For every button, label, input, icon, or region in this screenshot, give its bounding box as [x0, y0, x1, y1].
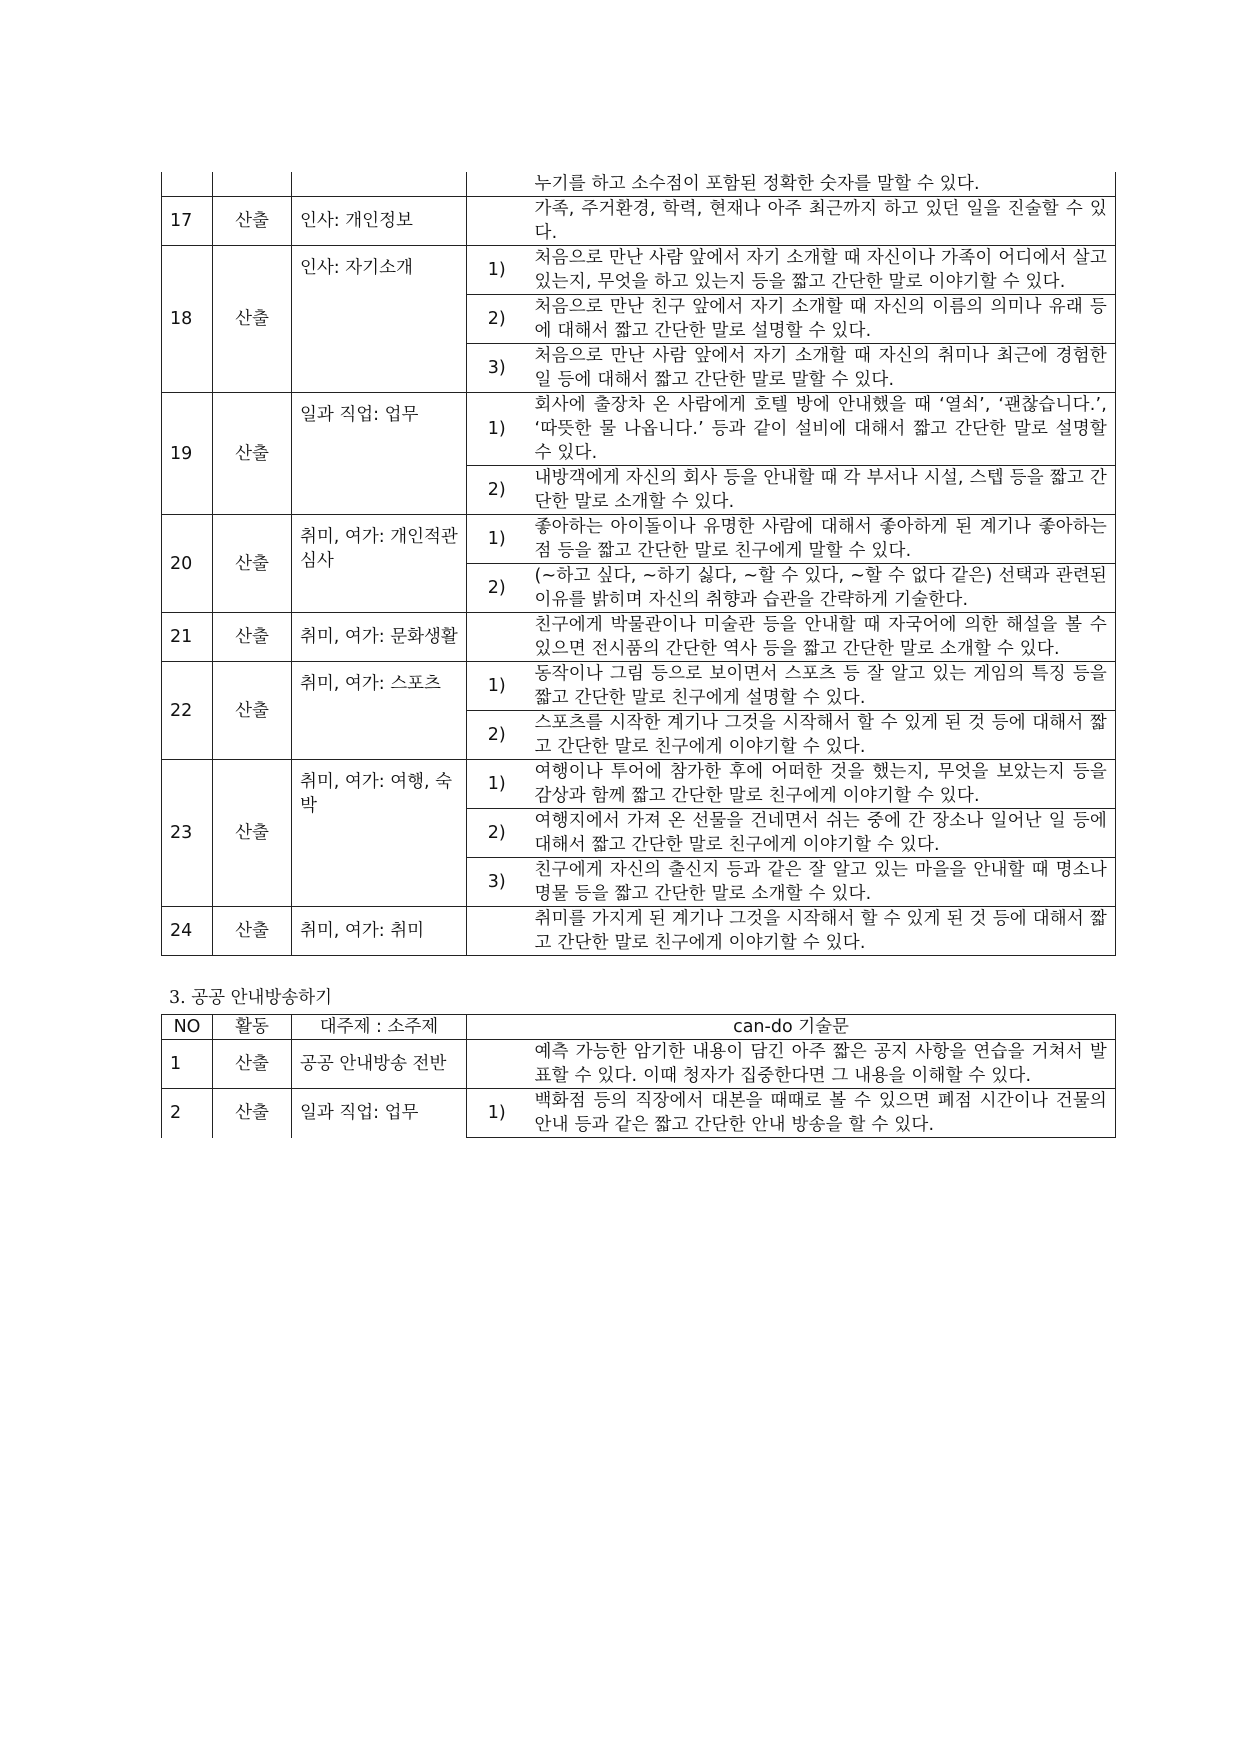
- cell-sub: [467, 197, 527, 246]
- cell-statement: 동작이나 그림 등으로 보이면서 스포츠 등 잘 알고 있는 게임의 특징 등을 짧고 간단한 말로 친구에게 설명할 수 있다.: [527, 662, 1116, 711]
- cando-table-2-body: [162, 172, 1116, 956]
- cell-no: [162, 172, 213, 197]
- header-topic: 대주제 : 소주제: [292, 1015, 467, 1040]
- cell-statement: 처음으로 만난 사람 앞에서 자기 소개할 때 자신의 취미나 최근에 경험한 일 등에 대해서 짧고 간단한 말로 말할 수 있다.: [527, 344, 1116, 393]
- cell-sub: 1): [467, 393, 527, 466]
- cell-sub: 2): [467, 809, 527, 858]
- cell-no: 17: [162, 197, 213, 246]
- header-no: NO: [162, 1015, 213, 1040]
- cell-sub: 2): [467, 295, 527, 344]
- cell-statement: 가족, 주거환경, 학력, 현재나 아주 최근까지 하고 있던 일을 진술할 수 있다.: [527, 197, 1116, 246]
- cell-no: 18: [162, 246, 213, 393]
- cell-activity: 산출: [213, 246, 292, 393]
- table-row: [162, 393, 1116, 466]
- cell-topic: 인사: 자기소개: [292, 246, 467, 393]
- cell-activity: 산출: [213, 760, 292, 907]
- cell-sub: 2): [467, 711, 527, 760]
- table-row: [162, 760, 1116, 809]
- cando-table-3-body: [162, 1015, 1116, 1138]
- cell-topic: 취미, 여가: 여행, 숙박: [292, 760, 467, 907]
- table-row: [162, 172, 1116, 197]
- cell-sub: [467, 1040, 527, 1089]
- cell-statement: 여행이나 투어에 참가한 후에 어떠한 것을 했는지, 무엇을 보았는지 등을 감상과 함께 짧고 간단한 말로 친구에게 이야기할 수 있다.: [527, 760, 1116, 809]
- cell-sub: 2): [467, 466, 527, 515]
- cell-sub: [467, 907, 527, 956]
- cell-sub: 1): [467, 515, 527, 564]
- table-row: [162, 662, 1116, 711]
- cell-activity: 산출: [213, 1040, 292, 1089]
- cell-sub: 3): [467, 858, 527, 907]
- cell-activity: 산출: [213, 907, 292, 956]
- section-title: 3. 공공 안내방송하기: [169, 988, 333, 1008]
- cell-sub: 2): [467, 564, 527, 613]
- cell-statement: 취미를 가지게 된 계기나 그것을 시작해서 할 수 있게 된 것 등에 대해서 짧고 간단한 말로 친구에게 이야기할 수 있다.: [527, 907, 1116, 956]
- header-statement: can-do 기술문: [467, 1015, 1116, 1040]
- cell-statement: 여행지에서 가져 온 선물을 건네면서 쉬는 중에 간 장소나 일어난 일 등에 대해서 짧고 간단한 말로 친구에게 이야기할 수 있다.: [527, 809, 1116, 858]
- table-row: [162, 907, 1116, 956]
- cell-no: 19: [162, 393, 213, 515]
- cando-table-3: [161, 1014, 1116, 1138]
- cell-statement: 좋아하는 아이돌이나 유명한 사람에 대해서 좋아하게 된 계기나 좋아하는 점 등을 짧고 간단한 말로 친구에게 말할 수 있다.: [527, 515, 1116, 564]
- cell-sub: 1): [467, 246, 527, 295]
- header-activity: 활동: [213, 1015, 292, 1040]
- cell-statement: 예측 가능한 암기한 내용이 담긴 아주 짧은 공지 사항을 연습을 거쳐서 발표할 수 있다. 이때 청자가 집중한다면 그 내용을 이해할 수 있다.: [527, 1040, 1116, 1089]
- document-page: [161, 172, 1115, 1138]
- table-header-row: [162, 1015, 1116, 1040]
- cell-topic: 일과 직업: 업무: [292, 1089, 467, 1138]
- cell-topic: 취미, 여가: 개인적관심사: [292, 515, 467, 613]
- cell-activity: 산출: [213, 515, 292, 613]
- cell-no: 23: [162, 760, 213, 907]
- cell-sub: [467, 172, 527, 197]
- cell-no: 2: [162, 1089, 213, 1138]
- cell-statement: 친구에게 자신의 출신지 등과 같은 잘 알고 있는 마을을 안내할 때 명소나 명물 등을 짧고 간단한 말로 소개할 수 있다.: [527, 858, 1116, 907]
- table-row: [162, 1089, 1116, 1138]
- cell-activity: [213, 172, 292, 197]
- cell-statement: 내방객에게 자신의 회사 등을 안내할 때 각 부서나 시설, 스텝 등을 짧고 간단한 말로 소개할 수 있다.: [527, 466, 1116, 515]
- cando-table-2: [161, 172, 1116, 956]
- cell-activity: 산출: [213, 613, 292, 662]
- cell-topic: 취미, 여가: 문화생활: [292, 613, 467, 662]
- cell-statement: 처음으로 만난 사람 앞에서 자기 소개할 때 자신이나 가족이 어디에서 살고 있는지, 무엇을 하고 있는지 등을 짧고 간단한 말로 이야기할 수 있다.: [527, 246, 1116, 295]
- table-row: [162, 613, 1116, 662]
- cell-statement: 누기를 하고 소수점이 포함된 정확한 숫자를 말할 수 있다.: [527, 172, 1116, 197]
- cell-no: 20: [162, 515, 213, 613]
- cell-statement: 친구에게 박물관이나 미술관 등을 안내할 때 자국어에 의한 해설을 볼 수 있으면 전시품의 간단한 역사 등을 짧고 간단한 말로 소개할 수 있다.: [527, 613, 1116, 662]
- cell-topic: 취미, 여가: 스포츠: [292, 662, 467, 760]
- cell-topic: 공공 안내방송 전반: [292, 1040, 467, 1089]
- cell-activity: 산출: [213, 197, 292, 246]
- cell-sub: 1): [467, 1089, 527, 1138]
- cell-statement: 처음으로 만난 친구 앞에서 자기 소개할 때 자신의 이름의 의미나 유래 등에 대해서 짧고 간단한 말로 설명할 수 있다.: [527, 295, 1116, 344]
- cell-topic: 일과 직업: 업무: [292, 393, 467, 515]
- cell-topic: 취미, 여가: 취미: [292, 907, 467, 956]
- cell-topic: 인사: 개인정보: [292, 197, 467, 246]
- cell-activity: 산출: [213, 393, 292, 515]
- cell-sub: 1): [467, 662, 527, 711]
- cell-no: 24: [162, 907, 213, 956]
- cell-no: 22: [162, 662, 213, 760]
- cell-statement: 회사에 출장차 온 사람에게 호텔 방에 안내했을 때 ‘열쇠’, ‘괜찮습니다.’, ‘따뜻한 물 나옵니다.’ 등과 같이 설비에 대해서 짧고 간단한 말로 설명할 수 있다.: [527, 393, 1116, 466]
- table-row: [162, 197, 1116, 246]
- cell-no: 1: [162, 1040, 213, 1089]
- cell-statement: 스포츠를 시작한 계기나 그것을 시작해서 할 수 있게 된 것 등에 대해서 짧고 간단한 말로 친구에게 이야기할 수 있다.: [527, 711, 1116, 760]
- cell-statement: 백화점 등의 직장에서 대본을 때때로 볼 수 있으면 폐점 시간이나 건물의 안내 등과 같은 짧고 간단한 안내 방송을 할 수 있다.: [527, 1089, 1116, 1138]
- table-row: [162, 1040, 1116, 1089]
- cell-statement: (~하고 싶다, ~하기 싫다, ~할 수 있다, ~할 수 없다 같은) 선택과 관련된 이유를 밝히며 자신의 취향과 습관을 간략하게 기술한다.: [527, 564, 1116, 613]
- cell-activity: 산출: [213, 1089, 292, 1138]
- cell-activity: 산출: [213, 662, 292, 760]
- table-row: [162, 515, 1116, 564]
- table-row: [162, 246, 1116, 295]
- cell-sub: [467, 613, 527, 662]
- cell-no: 21: [162, 613, 213, 662]
- cell-sub: 1): [467, 760, 527, 809]
- cell-topic: [292, 172, 467, 197]
- cell-sub: 3): [467, 344, 527, 393]
